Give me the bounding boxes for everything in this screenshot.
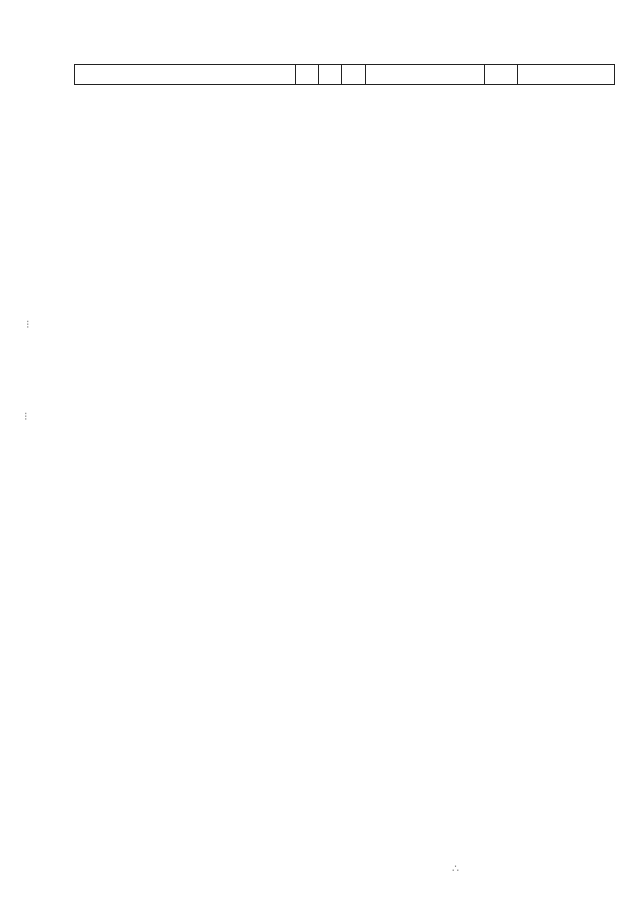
scan-mark: ⁝ bbox=[24, 411, 28, 423]
scan-mark: ∴ bbox=[452, 863, 459, 875]
header-col-2 bbox=[296, 65, 319, 85]
header-col-3 bbox=[319, 65, 342, 85]
header-col-5 bbox=[366, 65, 485, 85]
table-header bbox=[74, 64, 615, 85]
scan-mark: ⁝ bbox=[26, 319, 30, 331]
header-col-6 bbox=[485, 65, 518, 85]
header-col-1 bbox=[75, 65, 296, 85]
header-col-7 bbox=[518, 65, 615, 85]
header-col-4 bbox=[342, 65, 366, 85]
